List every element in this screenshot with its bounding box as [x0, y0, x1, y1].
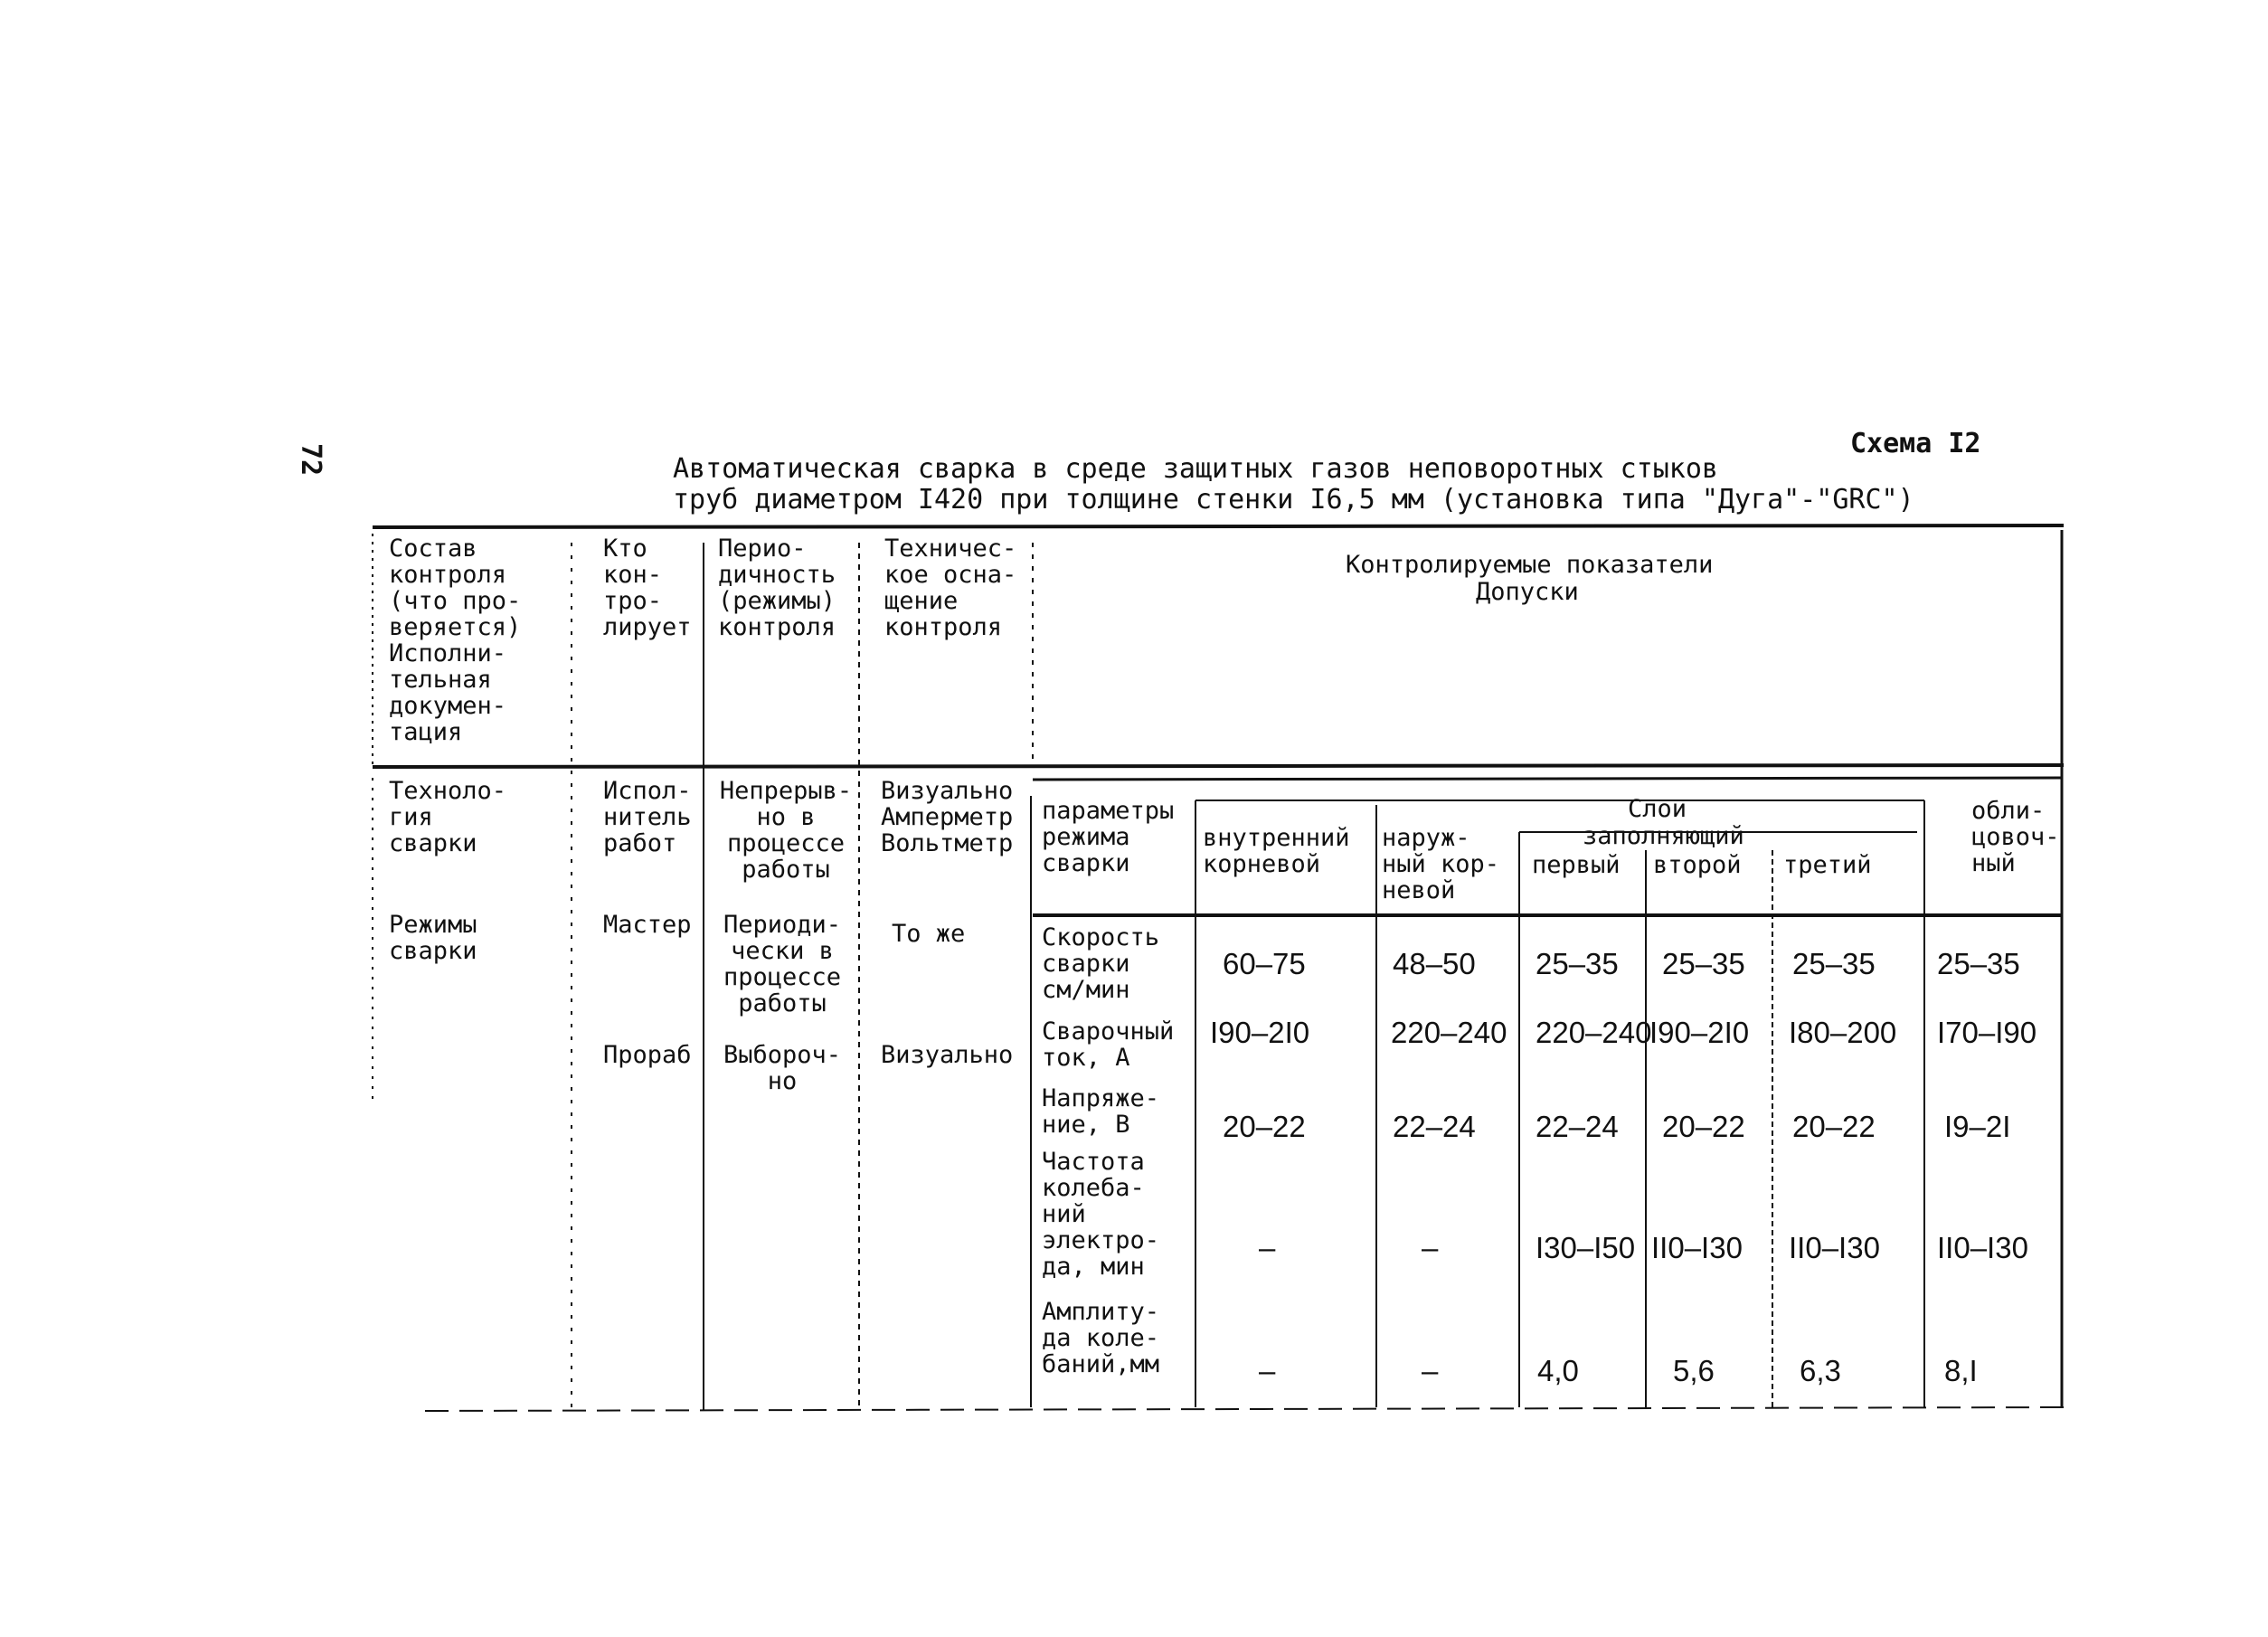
value-cell: 4,0	[1537, 1354, 1579, 1387]
row2-who: Мастер	[603, 911, 692, 939]
value-cell: 20–22	[1223, 1110, 1306, 1143]
value-cell: 6,3	[1800, 1354, 1841, 1387]
layer-col-first: первый	[1532, 851, 1621, 879]
value-cell: 25–35	[1937, 947, 2020, 980]
row2-equipment: То же	[892, 920, 966, 948]
layer-col-second: второй	[1653, 851, 1742, 879]
value-cell: 20–22	[1662, 1110, 1745, 1143]
value-cell: II0–I30	[1937, 1231, 2028, 1264]
value-cell: 25–35	[1536, 947, 1619, 980]
header-tolerances: Допуски	[1476, 578, 1579, 606]
header-periodicity: Перио- дичность (режимы) контроля	[718, 535, 836, 641]
value-cell: I30–I50	[1536, 1231, 1636, 1264]
value-cell: I9–2I	[1944, 1110, 2011, 1143]
layer-col-facing: обли- цовоч- ный	[1971, 797, 2060, 877]
value-cell: 220–240	[1391, 1016, 1507, 1049]
header-what-controlled: Состав контроля (что про- веряется) Исполни- тельная докумен- тация	[389, 535, 522, 746]
value-cell: I90–2I0	[1649, 1016, 1750, 1049]
param-header: параметры режима сварки	[1042, 797, 1175, 877]
value-cell: –	[1422, 1231, 1439, 1264]
page-number: 72	[295, 443, 326, 477]
value-cell: 5,6	[1673, 1354, 1715, 1387]
value-cell: 22–24	[1536, 1110, 1619, 1143]
value-cell: –	[1259, 1231, 1276, 1264]
value-cell: –	[1422, 1354, 1439, 1387]
value-cell: II0–I30	[1789, 1231, 1880, 1264]
value-cell: –	[1259, 1354, 1276, 1387]
value-cell: I90–2I0	[1210, 1016, 1310, 1049]
value-cell: 48–50	[1393, 947, 1476, 980]
param-current: Сварочный ток, А	[1042, 1017, 1175, 1072]
header-who-controls: Кто кон- тро- лирует	[603, 535, 692, 641]
param-amplitude: Амплиту- да коле- баний,мм	[1042, 1298, 1160, 1378]
row1-equipment: Визуально Амперметр Вольтметр	[881, 777, 1014, 857]
row1-periodicity: Непрерыв- но в процессе работы	[719, 777, 853, 884]
row1-who: Испол- нитель работ	[603, 777, 692, 857]
row1-what: Техноло- гия сварки	[389, 777, 507, 857]
fill-header: заполняющий	[1583, 822, 1744, 850]
layer-col-third: третий	[1783, 851, 1872, 879]
row3-equipment: Визуально	[881, 1041, 1014, 1069]
param-frequency: Частота колеба- ний электро- да, мин	[1042, 1148, 1160, 1281]
layer-col-inner-root: внутренний корневой	[1203, 824, 1350, 878]
value-cell: 22–24	[1393, 1110, 1476, 1143]
layers-header: Слои	[1628, 795, 1687, 823]
value-cell: 220–240	[1536, 1016, 1652, 1049]
header-equipment: Техничес- кое осна- щение контроля	[884, 535, 1017, 641]
value-cell: 60–75	[1223, 947, 1306, 980]
param-voltage: Напряже- ние, В	[1042, 1084, 1160, 1139]
scheme-label: Схема I2	[1850, 428, 1981, 459]
row2-what: Режимы сварки	[389, 911, 477, 965]
value-cell: 25–35	[1662, 947, 1745, 980]
value-cell: 20–22	[1792, 1110, 1876, 1143]
value-cell: 25–35	[1792, 947, 1876, 980]
title-line-1: Автоматическая сварка в среде защитных газов неповоротных стыков	[673, 453, 1718, 485]
value-cell: II0–I30	[1651, 1231, 1743, 1264]
title-line-2: труб диаметром I420 при толщине стенки I6,5 мм (установка типа "Дуга"-"GRC")	[673, 484, 1914, 516]
row2-periodicity: Периоди- чески в процессе работы	[723, 911, 842, 1017]
header-controlled-params: Контролируемые показатели	[1346, 551, 1714, 579]
value-cell: I70–I90	[1937, 1016, 2037, 1049]
param-speed: Скорость сварки см/мин	[1042, 923, 1160, 1004]
layer-col-outer-root: наруж- ный кор- невой	[1382, 824, 1500, 904]
value-cell: 8,I	[1944, 1354, 1978, 1387]
row3-periodicity: Выбороч- но	[723, 1041, 842, 1095]
row3-who: Прораб	[603, 1041, 692, 1069]
value-cell: I80–200	[1789, 1016, 1897, 1049]
